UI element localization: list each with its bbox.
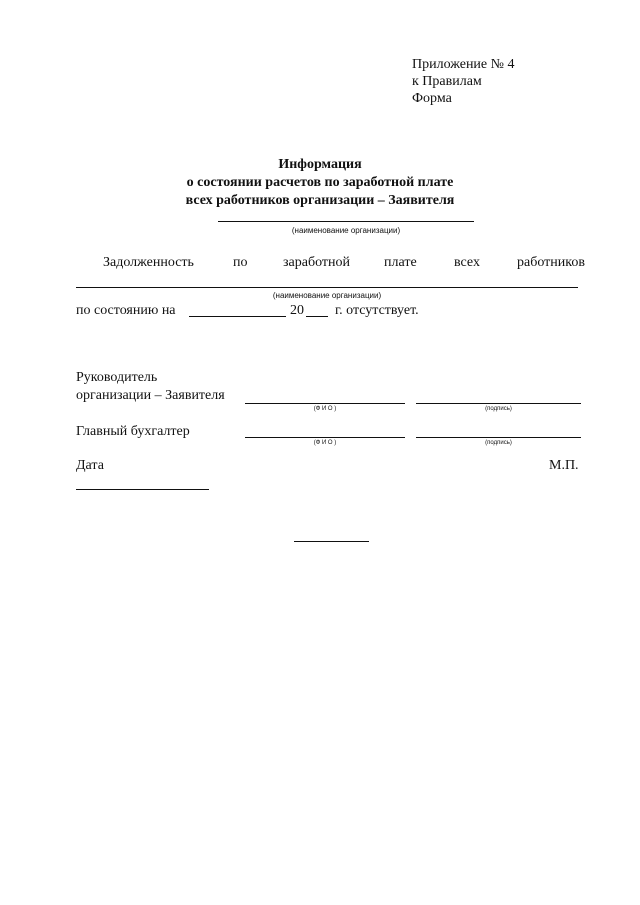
debt-word-3: заработной [283,255,350,270]
document-subtitle-1: о состоянии расчетов по заработной плате [186,175,454,190]
head-label-1: Руководитель [76,370,158,385]
date-line[interactable] [76,489,209,490]
accountant-signature-line[interactable] [416,437,581,438]
rules-reference: к Правилам [412,74,482,89]
accountant-signature-caption: (подпись) [485,440,512,446]
head-label-2: организации – Заявителя [76,388,225,403]
debt-word-2: по [233,255,248,270]
head-signature-line[interactable] [416,403,581,404]
appendix-number: Приложение № 4 [412,57,515,72]
accountant-fio-line[interactable] [245,437,405,438]
head-signature-caption: (подпись) [485,406,512,412]
state-year-prefix: 20 [290,303,304,318]
debt-word-1: Задолженность [103,255,194,270]
head-fio-caption: (Ф И О ) [313,406,337,412]
document-subtitle-2: всех работников организации – Заявителя [185,193,455,208]
organization-name-caption: (наименование организации) [291,226,401,235]
accountant-fio-caption: (Ф И О ) [313,440,337,446]
debt-word-6: работников [517,255,585,270]
organization-name-line-2[interactable] [76,287,578,288]
state-date-prefix: по состоянию на [76,303,176,318]
end-separator [294,541,369,542]
accountant-label: Главный бухгалтер [76,424,190,439]
form-label: Форма [412,91,452,106]
debt-word-4: плате [384,255,417,270]
head-fio-line[interactable] [245,403,405,404]
debt-word-5: всех [454,255,480,270]
state-date-blank[interactable] [189,316,286,317]
state-year-blank[interactable] [306,316,328,317]
document-title: Информация [278,157,362,172]
organization-name-line[interactable] [218,221,474,222]
date-label: Дата [76,458,104,473]
organization-name-caption-2: (наименование организации) [272,291,382,300]
stamp-label: М.П. [549,458,579,473]
state-suffix: г. отсутствует. [335,303,419,318]
